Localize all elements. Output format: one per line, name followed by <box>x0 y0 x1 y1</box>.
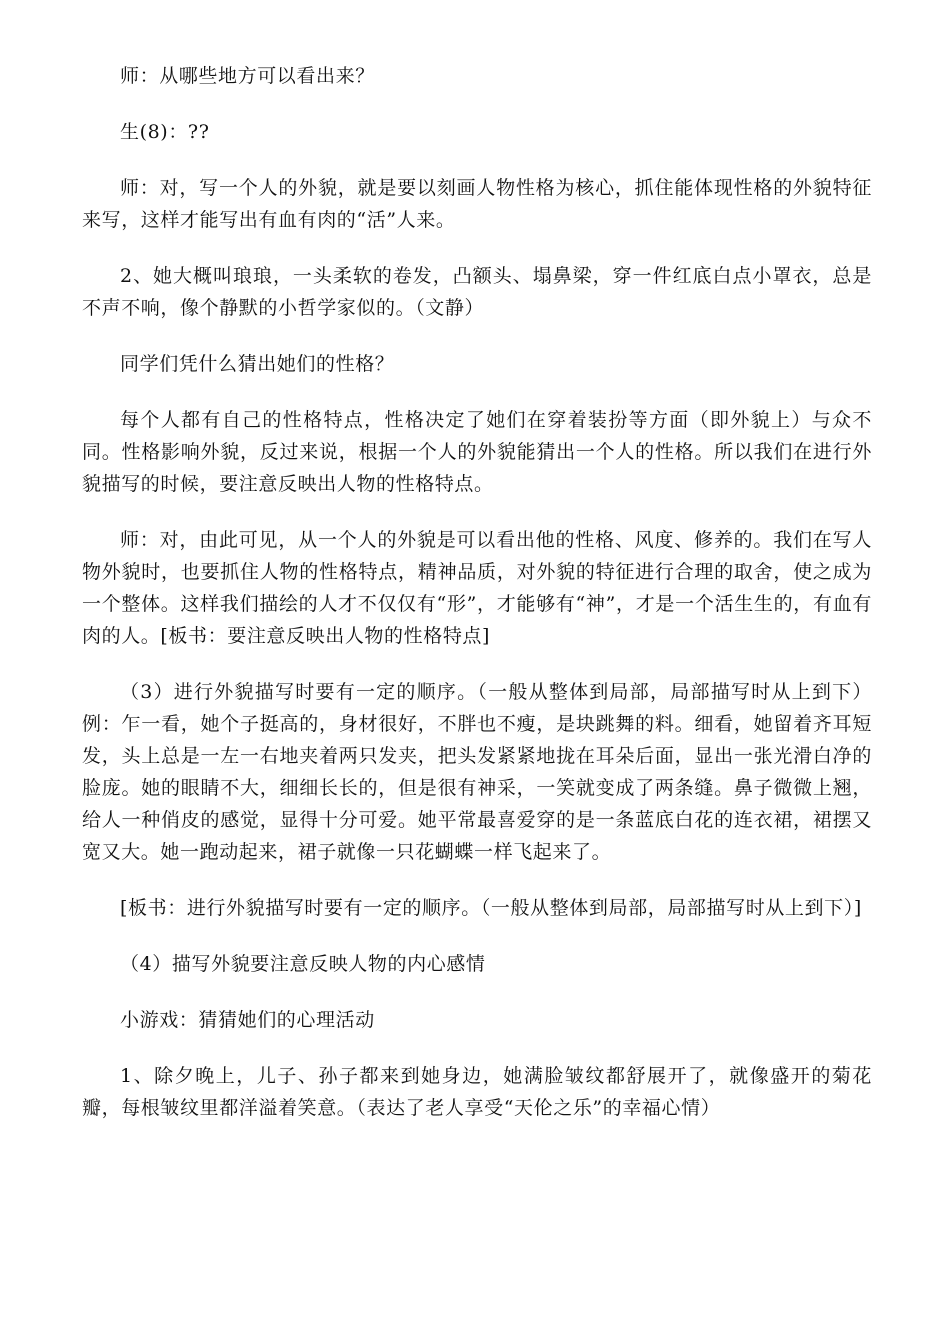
paragraph-personality: 每个人都有自己的性格特点，性格决定了她们在穿着装扮等方面（即外貌上）与众不同。性格影响外貌，反过来说，根据一个人的外貌能猜出一个人的性格。所以我们在进行外貌描写的时候，要注意反映出人物的性格特点。 <box>82 409 872 495</box>
paragraph-teacher-question: 师：从哪些地方可以看出来？ <box>120 65 375 87</box>
paragraph-teacher-summary: 师：对，由此可见，从一个人的外貌是可以看出他的性格、风度、修养的。我们在写人物外貌时，也要抓住人物的性格特点，精神品质，对外貌的特征进行合理的取舍，使之成为一个整体。这样我们描绘的人才不仅仅有“形”，才能够有“神”，才是一个活生生的，有血有肉的人。[板书：要注意反映出人物的性格特点] <box>82 529 872 647</box>
paragraph-teacher-core: 师：对，写一个人的外貌，就是要以刻画人物性格为核心，抓住能体现性格的外貌特征来写，这样才能写出有血有肉的“活”人来。 <box>82 177 872 231</box>
paragraph-example-2: 2、她大概叫琅琅，一头柔软的卷发，凸额头、塌鼻梁，穿一件红底白点小罩衣，总是不声不响，像个静默的小哲学家似的。（文静） <box>82 265 872 319</box>
paragraph-question-guess: 同学们凭什么猜出她们的性格？ <box>120 353 395 375</box>
paragraph-student-answer: 生(8)：?? <box>120 121 210 143</box>
paragraph-order-example: （3）进行外貌描写时要有一定的顺序。（一般从整体到局部，局部描写时从上到下）例：乍一看，她个子挺高的，身材很好，不胖也不瘦，是块跳舞的料。细看，她留着齐耳短发，头上总是一左一右地夹着两只发夹，把头发紧紧地拢在耳朵后面，显出一张光滑白净的脸庞。她的眼睛不大，细细长长的，但是很有神采，一笑就变成了两条缝。鼻子微微上翘，给人一种俏皮的感觉，显得十分可爱。她平常最喜爱穿的是一条蓝底白花的连衣裙，裙摆又宽又大。她一跑动起来，裙子就像一只花蝴蝶一样飞起来了。 <box>82 681 872 863</box>
paragraph-mini-game: 小游戏：猜猜她们的心理活动 <box>120 1009 375 1031</box>
paragraph-example-1: 1、除夕晚上，儿子、孙子都来到她身边，她满脸皱纹都舒展开了，就像盛开的菊花瓣，每根皱纹里都洋溢着笑意。（表达了老人享受“天伦之乐”的幸福心情） <box>82 1065 872 1119</box>
document-page <box>82 60 872 1124</box>
paragraph-board-order: [板书：进行外貌描写时要有一定的顺序。（一般从整体到局部，局部描写时从上到下）] <box>120 897 862 919</box>
paragraph-inner-feeling: （4）描写外貌要注意反映人物的内心感情 <box>120 953 486 975</box>
